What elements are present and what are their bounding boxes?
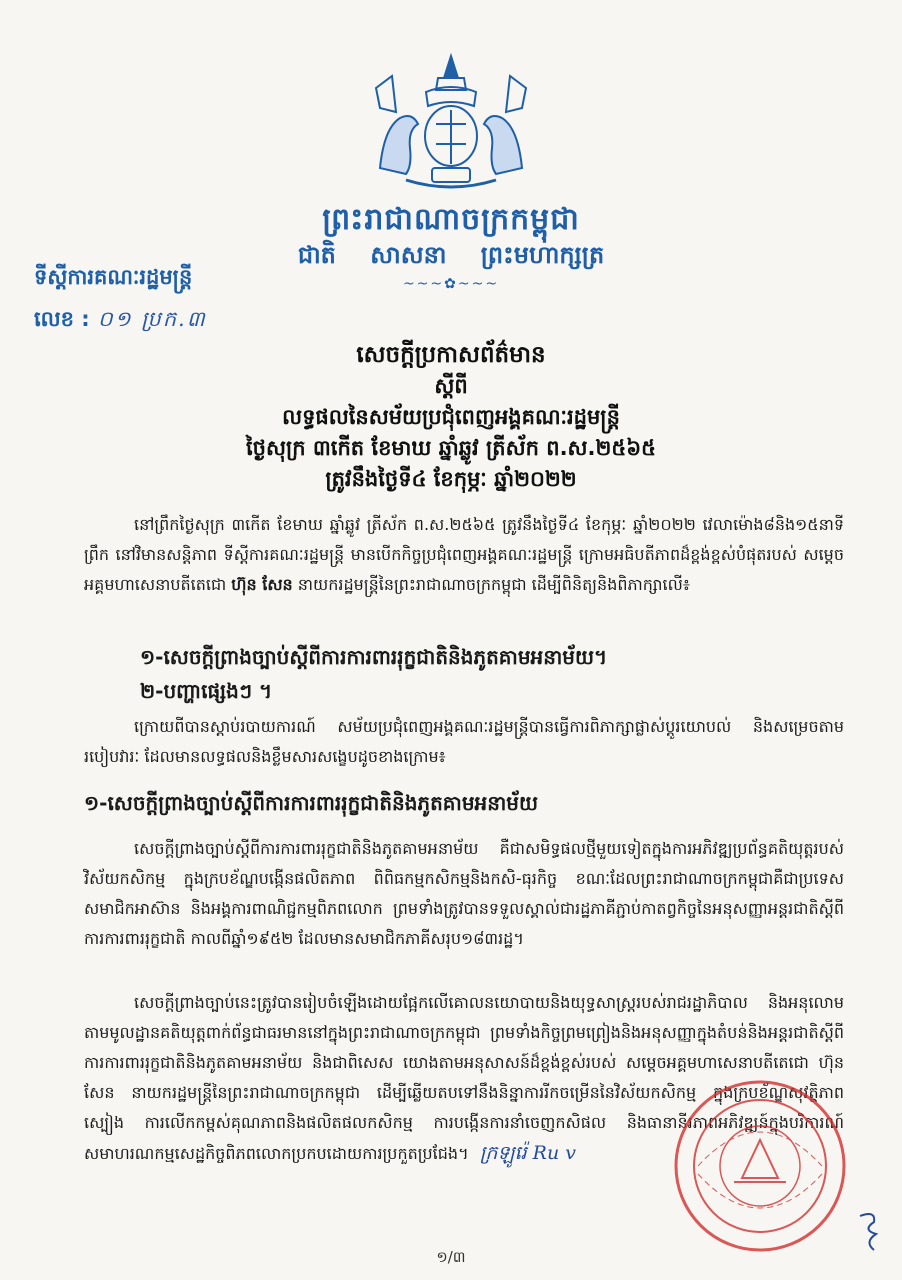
section-1-heading: ១-សេចក្ដីព្រាងច្បាប់ស្ដីពីការការពាររុក្ខជាតិនិងភូតគាមអនាម័យ — [84, 791, 539, 815]
title-line-5: ត្រូវនឹងថ្ងៃទី៤ ខែកុម្ភៈ ឆ្នាំ២០២២ — [325, 467, 577, 491]
official-stamp-icon — [672, 1078, 848, 1254]
national-motto: ជាតិ សាសនា ព្រះមហាក្សត្រ — [297, 241, 605, 269]
handwritten-initials: ក្រឡូរ៉េ Ru v — [479, 1142, 577, 1164]
title-line-2: ស្ដីពី — [434, 374, 468, 398]
number-label: លេខ : — [34, 307, 90, 331]
paragraph-4-text-a: សេចក្ដីព្រាងច្បាប់នេះត្រូវបានរៀបចំឡើងដោយផ្អែកលើគោលនយោបាយនិងយុទ្ធសាស្ត្ររបស់រាជរដ្ឋាភិបាល និងអនុលោមតាមមូលដ្ឋានគតិយុត្តពាក់ព័ន្ធជាធរមាននៅក្នុងព្រះរាជាណាចក្រកម្ពុជា ព្រមទាំងកិច្ចព្រមព្រៀងនិងអនុសញ្ញាក្នុងតំបន់និងអន្តរជាតិស្ដីពីការការពាររុក្ខជាតិនិងភូតគាមអនាម័យ និងជាពិសេស យោងតាមអនុសាសន៍ដ៏ខ្ពង់ខ្ពស់របស់ សម្ដេចអគ្គមហាសេនាបតីតេជោ — [84, 993, 844, 1072]
title-line-4: ថ្ងៃសុក្រ ៣កើត ខែមាឃ ឆ្នាំឆ្លូវ ត្រីស័ក ព.ស.២៥៦៥ — [245, 436, 657, 460]
paragraph-1-name: ហ៊ុន សែន — [231, 575, 293, 594]
agenda-list — [140, 640, 840, 708]
issuing-office: ទីស្ដីការគណៈរដ្ឋមន្ត្រី — [34, 265, 193, 289]
number-value: ០១ ប្រក.៣ — [97, 307, 207, 331]
royal-emblem-icon — [366, 48, 536, 198]
paragraph-1-text-a: នៅព្រឹកថ្ងៃសុក្រ ៣កើត ខែមាឃ ឆ្នាំឆ្លូវ ត្រីស័ក ព.ស.២៥៦៥ ត្រូវនឹងថ្ងៃទី៤ ខែកុម្ភៈ ឆ្នាំ២០២២ វេលាម៉ោង៨និង១៥នាទីព្រឹក នៅវិមានសន្តិភាព ទីស្ដីការគណៈរដ្ឋមន្ត្រី មានបើកកិច្ចប្រជុំពេញអង្គគណៈរដ្ឋមន្ត្រី ក្រោមអធិបតីភាពដ៏ខ្ពង់ខ្ពស់បំផុតរបស់ សម្ដេចអគ្គមហាសេនាបតីតេជោ — [84, 515, 844, 594]
paragraph-2: ក្រោយពីបានស្ដាប់របាយការណ៍ សម័យប្រជុំពេញអង្គគណៈរដ្ឋមន្ត្រីបានធ្វើការពិភាក្សាផ្លាស់ប្ដូរយោបល់ និងសម្រេចតាមរបៀបវារៈ ដែលមានលទ្ធផលនិងខ្លឹមសារសង្ខេបដូចខាងក្រោម៖ — [84, 717, 844, 766]
document-number — [34, 306, 207, 337]
title-line-1: សេចក្ដីប្រកាសព័ត៌មាន — [356, 342, 546, 368]
title-line-3: លទ្ធផលនៃសម័យប្រជុំពេញអង្គគណៈរដ្ឋមន្ត្រី — [282, 405, 620, 429]
paragraph-4-text-b: នាយករដ្ឋមន្ត្រីនៃព្រះរាជាណាចក្រកម្ពុជា ដើម្បីឆ្លើយតបទៅនឹងនិន្នាការរីកចម្រើននៃវិស័យកសិកម្ម ក្នុងក្របខ័ណ្ឌសុវត្ថិភាពស្បៀង ការលើកកម្ពស់គុណភាពនិងផលិតផលកសិកម្ម ការបង្កើនការនាំចេញកសិផល និងធានានីរភាពអភិវឌ្ឍន៍ក្នុងបរិការណ៍សមាហរណកម្មសេដ្ឋកិច្ចពិភពលោកប្រកបដោយការប្រកួតប្រជែង។ — [84, 1083, 844, 1163]
page-number: ១/៣ — [436, 1248, 466, 1266]
ornament-divider: ~~~✿~~~ — [402, 276, 500, 292]
paragraph-4-name: ហ៊ុន សែន — [84, 1053, 844, 1102]
kingdom-title: ព្រះរាជាណាចក្រកម្ពុជា — [322, 202, 580, 237]
paragraph-1-text-b: នាយករដ្ឋមន្ត្រីនៃព្រះរាជាណាចក្រកម្ពុជា ដើម្បីពិនិត្យនិងពិភាក្សាលើ៖ — [292, 575, 690, 594]
paragraph-3: សេចក្ដីព្រាងច្បាប់ស្ដីពីការការពាររុក្ខជាតិនិងភូតគាមអនាម័យ គឺជាសមិទ្ធផលថ្មីមួយទៀតក្នុងការអភិវឌ្ឍប្រព័ន្ធគតិយុត្តរបស់វិស័យកសិកម្ម ក្នុងក្របខ័ណ្ឌបង្កើនផលិតភាព ពិពិធកម្មកសិកម្មនិងកសិ-ធុរកិច្ច ខណៈដែលព្រះរាជាណាចក្រកម្ពុជាគឺជាប្រទេសសមាជិកអាស៊ាន និងអង្គការពាណិជ្ជកម្មពិភពលោក ព្រមទាំងត្រូវបានទទួលស្គាល់ជារដ្ឋភាគីភ្ជាប់កាតព្វកិច្ចនៃអនុសញ្ញាអន្តរជាតិស្ដីពីការការពាររុក្ខជាតិ កាលពីឆ្នាំ១៩៥២ ដែលមានសមាជិកភាគីសរុប១៨៣រដ្ឋ។ — [84, 839, 844, 948]
document-title — [0, 340, 902, 495]
agenda-item-1: ១-សេចក្ដីព្រាងច្បាប់ស្ដីពីការការពាររុក្ខជាតិនិងភូតគាមអនាម័យ។ — [140, 645, 608, 669]
paragraph-1 — [84, 510, 844, 600]
agenda-item-2: ២-បញ្ហាផ្សេងៗ ។ — [140, 679, 273, 703]
